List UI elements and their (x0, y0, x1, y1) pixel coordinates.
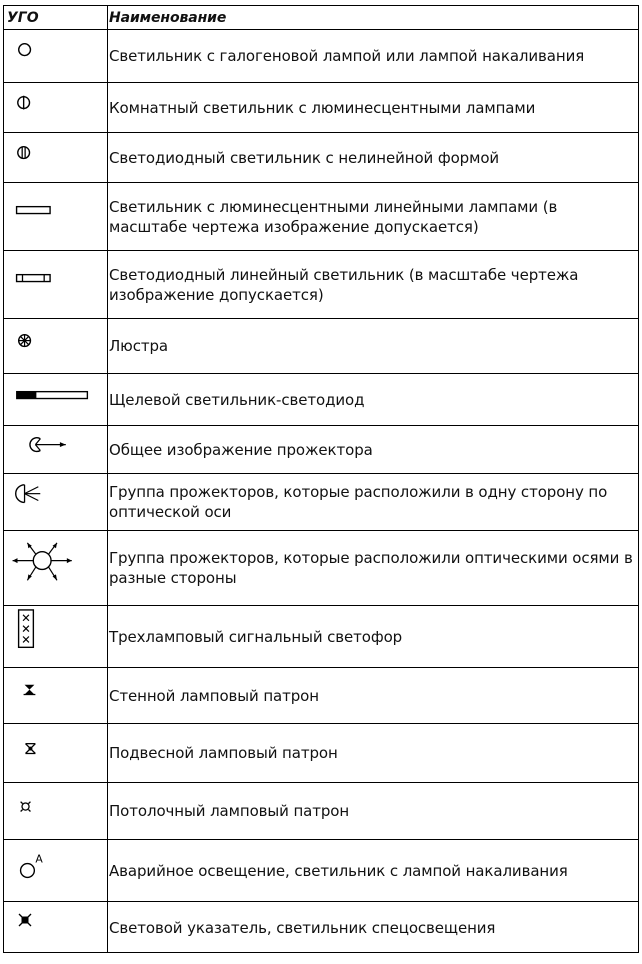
table-row (4, 30, 638, 83)
table-header (4, 6, 638, 30)
circle-icon (4, 30, 107, 82)
rectangle-icon (4, 183, 107, 250)
circle-vertical-line-icon (4, 83, 107, 132)
ceiling-socket-icon (4, 783, 107, 839)
row-name: Комнатный светильник с люминесцентными лампами (109, 98, 536, 117)
table-row (4, 374, 638, 426)
table-row (4, 606, 638, 668)
row-name: Щелевой светильник-светодиод (109, 390, 365, 409)
emergency-lamp-icon (4, 840, 107, 901)
wall-socket-icon (4, 668, 107, 723)
table-row (4, 783, 638, 840)
row-name: Светильник с люминесцентными линейными лампами (в масштабе чертежа изображение допускается) (109, 197, 558, 236)
row-name: Светодиодный светильник с нелинейной формой (109, 148, 500, 167)
row-name: Световой указатель, светильник спецосвещения (109, 919, 496, 937)
table-row (4, 319, 638, 374)
row-name: Подвесной ламповый патрон (109, 744, 338, 762)
header-symbol: УГО (7, 9, 39, 26)
header-name: Наименование (109, 9, 227, 26)
emergency-label: А (35, 852, 43, 866)
row-name: Трехламповый сигнальный светофор (109, 627, 403, 646)
row-name: Потолочный ламповый патрон (109, 802, 350, 820)
row-name: Общее изображение прожектора (109, 440, 373, 459)
row-name: Аварийное освещение, светильник с лампой накаливания (109, 861, 568, 880)
special-lamp-icon (4, 902, 107, 954)
table-row (4, 183, 638, 251)
projector-group-radial-icon (4, 531, 107, 605)
table-row (4, 902, 638, 954)
table-row (4, 668, 638, 724)
circle-asterisk-icon (4, 319, 107, 373)
segmented-rectangle-icon (4, 251, 107, 318)
table-row (4, 474, 638, 531)
row-name: Группа прожекторов, которые расположили в одну сторону по оптической оси (109, 483, 608, 521)
symbols-table (3, 5, 639, 953)
table-row (4, 724, 638, 783)
row-name: Светодиодный линейный светильник (в масштабе чертежа изображение допускается) (109, 265, 579, 304)
row-name: Группа прожекторов, которые расположили оптическими осями в разные стороны (109, 549, 633, 587)
traffic-light-icon (4, 606, 107, 667)
table-row (4, 531, 638, 606)
row-name: Стенной ламповый патрон (109, 686, 319, 705)
projector-arrow-icon (4, 426, 107, 473)
filled-bar-rectangle-icon (4, 374, 107, 425)
table-row (4, 251, 638, 319)
table-row (4, 840, 638, 902)
table-row (4, 426, 638, 474)
pendant-socket-icon (4, 724, 107, 782)
row-name: Люстра (109, 337, 169, 355)
table-row (4, 133, 638, 183)
circle-double-line-icon (4, 133, 107, 182)
table-row (4, 83, 638, 133)
projector-group-one-side-icon (4, 474, 107, 530)
row-name: Светильник с галогеновой лампой или лампой накаливания (109, 47, 585, 65)
